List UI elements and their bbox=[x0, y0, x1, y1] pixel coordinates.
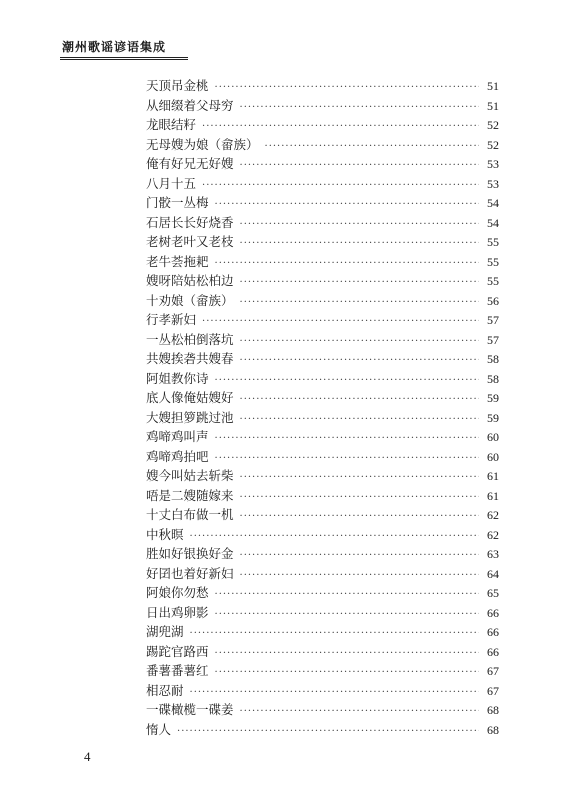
dot-leader bbox=[240, 702, 479, 722]
toc-entry-page: 60 bbox=[487, 430, 499, 444]
dot-leader bbox=[215, 195, 479, 215]
toc-entry-title: 嫂呀陪姑松柏边 bbox=[146, 273, 234, 288]
toc-entry-page: 56 bbox=[487, 293, 499, 308]
dot-leader bbox=[215, 449, 479, 469]
dot-leader bbox=[202, 176, 479, 196]
toc-entry-title: 踢跎官路西 bbox=[146, 643, 209, 659]
toc-entry-title: 唔是二嫂随嫁来 bbox=[146, 487, 234, 503]
toc-entry-title: 从细缀着父母穷 bbox=[146, 97, 234, 113]
toc-entry-title: 嫂今叫姑去斩柴 bbox=[146, 468, 234, 483]
toc-entry-page: 60 bbox=[487, 449, 499, 464]
page-number: 4 bbox=[84, 749, 91, 764]
toc-entry bbox=[146, 525, 499, 545]
toc-entry-page: 52 bbox=[487, 118, 499, 132]
toc-entry bbox=[146, 505, 499, 525]
toc-entry bbox=[146, 271, 499, 291]
toc-entry-page: 61 bbox=[487, 488, 499, 503]
dot-leader bbox=[240, 488, 479, 508]
dot-leader bbox=[215, 663, 479, 683]
running-header bbox=[60, 40, 166, 54]
toc-entry bbox=[146, 174, 499, 194]
dot-leader bbox=[240, 566, 479, 586]
toc-entry-title: 天顶吊金桃 bbox=[146, 78, 209, 93]
dot-leader bbox=[215, 644, 479, 664]
toc-entry-title: 湖兜湖 bbox=[146, 624, 184, 639]
table-of-contents bbox=[146, 76, 499, 739]
toc-entry-title: 一碟橄榄一碟姜 bbox=[146, 702, 234, 717]
dot-leader bbox=[240, 156, 479, 176]
toc-entry bbox=[146, 252, 499, 272]
toc-entry-page: 58 bbox=[487, 371, 499, 386]
toc-entry-title: 石居长长好烧香 bbox=[146, 214, 234, 230]
toc-entry bbox=[146, 720, 499, 740]
toc-entry-page: 54 bbox=[487, 196, 499, 210]
toc-entry-page: 55 bbox=[487, 235, 499, 249]
toc-entry-page: 67 bbox=[487, 683, 499, 698]
toc-entry bbox=[146, 115, 499, 135]
toc-entry bbox=[146, 213, 499, 233]
toc-entry-title: 十丈白布做一机 bbox=[146, 507, 234, 522]
dot-leader bbox=[240, 332, 479, 352]
dot-leader bbox=[215, 78, 479, 98]
toc-entry-title: 中秋暝 bbox=[146, 526, 184, 542]
toc-entry-page: 51 bbox=[487, 98, 499, 113]
toc-entry bbox=[146, 349, 499, 369]
toc-entry-title: 鸡啼鸡叫声 bbox=[146, 429, 209, 444]
toc-entry-page: 59 bbox=[487, 391, 499, 405]
dot-leader bbox=[177, 722, 479, 742]
toc-entry-page: 61 bbox=[487, 469, 499, 483]
dot-leader bbox=[215, 429, 479, 449]
dot-leader bbox=[202, 312, 479, 332]
toc-entry-page: 68 bbox=[487, 703, 499, 717]
toc-entry-title: 无母嫂为娘（畲族） bbox=[146, 136, 259, 152]
toc-entry bbox=[146, 310, 499, 330]
toc-entry-page: 53 bbox=[487, 176, 499, 191]
toc-entry bbox=[146, 388, 499, 408]
toc-entry-title: 阿娘你勿愁 bbox=[146, 585, 209, 600]
toc-entry bbox=[146, 603, 499, 623]
toc-entry-title: 俺有好兄无好嫂 bbox=[146, 156, 234, 171]
dot-leader bbox=[240, 234, 479, 254]
book-title: 潮州歌谣谚语集成 bbox=[62, 40, 167, 54]
toc-entry-title: 阿姐教你诗 bbox=[146, 370, 209, 386]
toc-entry-title: 底人像俺姑嫂好 bbox=[146, 390, 234, 405]
toc-entry bbox=[146, 466, 499, 486]
toc-entry-page: 64 bbox=[487, 566, 499, 581]
toc-entry-page: 54 bbox=[487, 215, 499, 230]
toc-entry-page: 68 bbox=[487, 722, 499, 737]
toc-entry-page: 62 bbox=[487, 527, 499, 542]
toc-entry-title: 相忍耐 bbox=[146, 682, 184, 698]
toc-entry-title: 八月十五 bbox=[146, 175, 197, 191]
toc-entry-title: 龙眼结籽 bbox=[146, 117, 197, 132]
toc-entry-page: 51 bbox=[487, 79, 499, 93]
toc-entry-page: 58 bbox=[487, 352, 499, 366]
toc-entry-page: 57 bbox=[487, 313, 499, 327]
dot-leader bbox=[240, 546, 479, 566]
toc-entry bbox=[146, 583, 499, 603]
dot-leader bbox=[240, 98, 479, 118]
toc-entry bbox=[146, 661, 499, 681]
toc-entry-page: 59 bbox=[487, 410, 499, 425]
dot-leader bbox=[240, 390, 479, 410]
header-rule bbox=[60, 57, 188, 60]
toc-entry bbox=[146, 642, 499, 662]
toc-entry-page: 67 bbox=[487, 664, 499, 678]
toc-entry-page: 66 bbox=[487, 644, 499, 659]
toc-entry bbox=[146, 681, 499, 701]
toc-entry-page: 63 bbox=[487, 547, 499, 561]
toc-entry bbox=[146, 564, 499, 584]
dot-leader bbox=[265, 137, 479, 157]
toc-entry-title: 日出鸡卵影 bbox=[146, 604, 209, 620]
toc-entry-title: 十劝娘（畲族） bbox=[146, 292, 234, 308]
dot-leader bbox=[215, 605, 479, 625]
toc-entry bbox=[146, 193, 499, 213]
dot-leader bbox=[240, 410, 479, 430]
toc-entry-title: 老树老叶又老枝 bbox=[146, 234, 234, 249]
toc-entry-title: 共嫂挨砻共嫂春 bbox=[146, 351, 234, 366]
toc-entry-title: 老牛荟拖耙 bbox=[146, 253, 209, 269]
dot-leader bbox=[240, 468, 479, 488]
toc-entry-page: 57 bbox=[487, 332, 499, 347]
dot-leader bbox=[190, 624, 479, 644]
toc-entry bbox=[146, 700, 499, 720]
toc-entry-title: 好囝也着好新妇 bbox=[146, 565, 234, 581]
toc-entry bbox=[146, 408, 499, 428]
toc-entry bbox=[146, 427, 499, 447]
toc-entry bbox=[146, 96, 499, 116]
toc-entry-title: 行孝新妇 bbox=[146, 312, 197, 327]
toc-entry bbox=[146, 369, 499, 389]
toc-entry bbox=[146, 232, 499, 252]
dot-leader bbox=[215, 254, 479, 274]
toc-entry bbox=[146, 544, 499, 564]
toc-entry-page: 55 bbox=[487, 254, 499, 269]
toc-entry bbox=[146, 135, 499, 155]
toc-entry-page: 66 bbox=[487, 625, 499, 639]
toc-entry bbox=[146, 76, 499, 96]
toc-entry-page: 52 bbox=[487, 137, 499, 152]
toc-entry bbox=[146, 486, 499, 506]
toc-entry bbox=[146, 447, 499, 467]
dot-leader bbox=[215, 371, 479, 391]
dot-leader bbox=[215, 585, 479, 605]
toc-entry-title: 鸡啼鸡拍吧 bbox=[146, 448, 209, 464]
dot-leader bbox=[240, 273, 479, 293]
toc-entry-title: 番薯番薯红 bbox=[146, 663, 209, 678]
dot-leader bbox=[240, 293, 479, 313]
toc-entry-page: 65 bbox=[487, 586, 499, 600]
toc-entry bbox=[146, 622, 499, 642]
toc-entry-page: 66 bbox=[487, 605, 499, 620]
toc-entry-title: 大嫂担箩跳过池 bbox=[146, 409, 234, 425]
toc-entry-title: 惰人 bbox=[146, 721, 172, 737]
toc-entry bbox=[146, 291, 499, 311]
toc-entry bbox=[146, 330, 499, 350]
dot-leader bbox=[240, 351, 479, 371]
toc-entry-title: 门骹一丛梅 bbox=[146, 195, 209, 210]
dot-leader bbox=[240, 215, 479, 235]
toc-entry-page: 53 bbox=[487, 157, 499, 171]
toc-entry bbox=[146, 154, 499, 174]
toc-entry-page: 55 bbox=[487, 274, 499, 288]
toc-entry-page: 62 bbox=[487, 508, 499, 522]
dot-leader bbox=[240, 507, 479, 527]
toc-entry-title: 一丛松柏倒落坑 bbox=[146, 331, 234, 347]
toc-entry-title: 胜如好银换好金 bbox=[146, 546, 234, 561]
